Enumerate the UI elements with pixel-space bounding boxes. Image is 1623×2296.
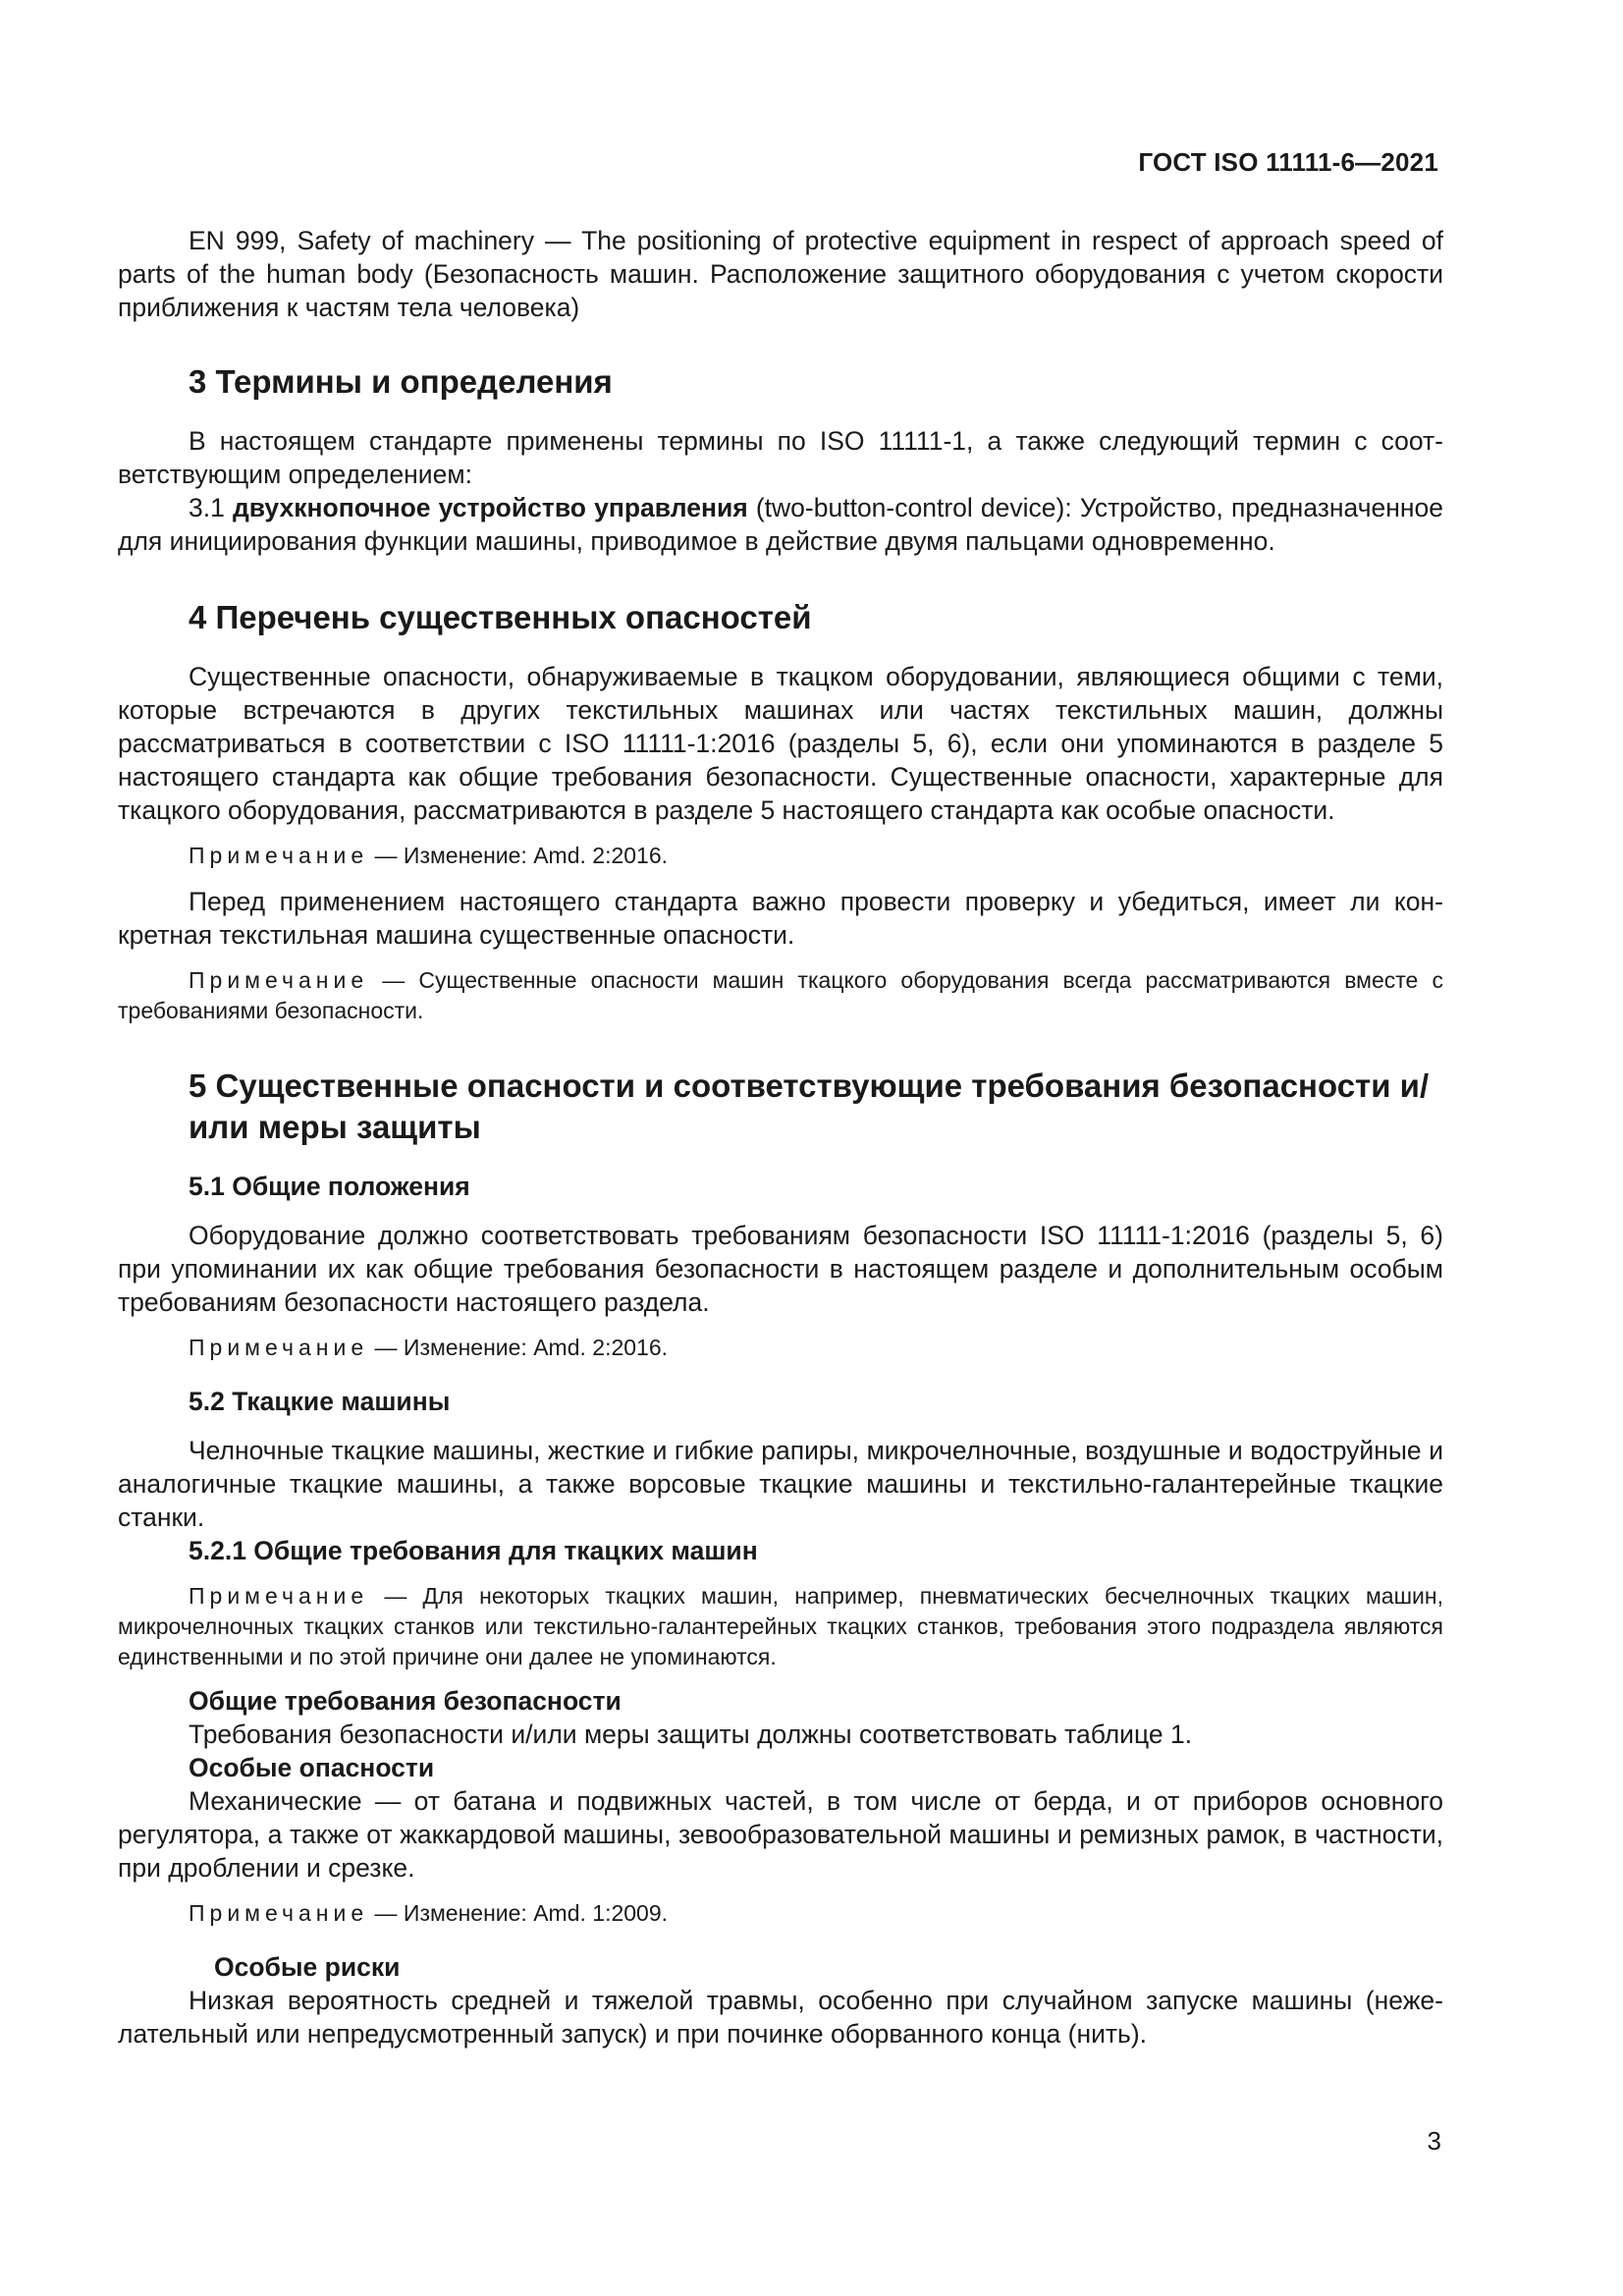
section-4-title: 4 Перечень существенных опасностей (189, 599, 812, 635)
subsection-5-2-paragraph: Челночные ткацкие машины, жесткие и гибкие рапиры, микрочелночные, воздушные и водоструйные и аналогичные ткацкие машины, а также ворсовые ткацкие машины и текстильно-галантерейные ткацкие станки. (118, 1436, 1443, 1532)
subsection-5-1-paragraph: Оборудование должно соответствовать требованиям безопасности ISO 11111-1:2016 (разделы 5, 6) при упоминании их как общие требования безопасности в настоящем разделе и дополнительным особым требованиям безопасности настоящего раздела. (118, 1221, 1443, 1317)
term-name: двухкнопочное устройство управления (232, 493, 748, 522)
special-hazards-text: Механические — от батана и подвижных частей, в том числе от берда, и от приборов основного регулятора, а также от жаккардовой машины, зевообразовательной машины и ремизных рамок, в частности, при дроблении и срезке. (118, 1786, 1443, 1883)
note-text: — Для некоторых ткацких машин, например, пневматических бесчелночных ткацких машин, микрочелночных ткацких станков или текстильно-галантерейных ткацких станков, требования этого подраздела являются единственными и по этой причине они далее не упоминаются. (118, 1583, 1443, 1669)
special-hazards-note (118, 1898, 1443, 1929)
term-number: 3.1 (189, 493, 225, 522)
special-hazards-title: Особые опасности (189, 1753, 435, 1782)
document-body (118, 224, 1443, 2050)
general-requirements-text: Требования безопасности и/или меры защиты должны соответствовать таблице 1. (189, 1720, 1193, 1749)
subsection-5-1-title: 5.1 Общие положения (189, 1172, 470, 1201)
document-code-header: ГОСТ ISO 11111-6—2021 (1138, 147, 1438, 177)
term-definition (118, 491, 1443, 558)
section-4-paragraph-1: Существенные опасности, обнаруживаемые в ткацком оборудовании, являющиеся общими с теми, которые встречаются в других текстильных машинах или частях текстильных машин, должны рассматриваться в соответствии с ISO 11111-1:2016 (разделы 5, 6), если они упоминаются в разделе 5 настоящего стандарта как общие требования безопасности. Существенные опасности, характерные для ткацкого оборудования, рассматриваются в разделе 5 настоящего стандарта как особые опасности. (118, 662, 1443, 825)
page-number: 3 (1427, 2126, 1441, 2156)
subsection-5-1-note (118, 1333, 1443, 1363)
term-definition-text: (two-button-control device): Устройство, предназначенное для инициирования функции машины, приводимое в действие двумя пальцами одновременно. (118, 493, 1443, 556)
subsection-5-2-title: 5.2 Ткацкие машины (189, 1387, 451, 1416)
special-risks-title: Особые риски (214, 1952, 401, 1982)
subsection-5-2-1-note (118, 1581, 1443, 1672)
section-3-title: 3 Термины и определения (189, 363, 613, 400)
note-label: Примечание (189, 843, 369, 868)
general-requirements-title: Общие требования безопасности (189, 1686, 622, 1716)
note-text: — Изменение: Amd. 2:2016. (368, 1335, 669, 1360)
note-text: — Изменение: Amd. 2:2016. (368, 843, 669, 868)
section-3-intro: В настоящем стандарте применены термины по ISO 11111-1, а также следующий термин с соответствующим определением: (118, 426, 1443, 489)
note-label: Примечание (189, 1583, 369, 1609)
section-5-title: 5 Существенные опасности и соответствующие требования безопасности и/или меры защиты (189, 1067, 1430, 1145)
reference-paragraph: EN 999, Safety of machinery — The positioning of protective equipment in respect of approach speed of parts of the human body (Безопасность машин. Расположение защитного оборудования с учетом скорости приближения к частям тела человека) (118, 226, 1443, 322)
special-risks-text: Низкая вероятность средней и тяжелой травмы, особенно при случайном запуске машины (нежелательный или непредусмотренный запуск) и при починке оборванного конца (нить). (118, 1986, 1443, 2049)
section-4-note-2 (118, 965, 1443, 1026)
note-label: Примечание (189, 1335, 369, 1360)
note-label: Примечание (189, 1900, 369, 1926)
note-label: Примечание (189, 967, 369, 993)
section-4-note-1 (118, 841, 1443, 871)
note-text: — Существенные опасности машин ткацкого оборудования всегда рассматриваются вместе с требованиями безопасности. (118, 967, 1443, 1023)
subsection-5-2-1-title: 5.2.1 Общие требования для ткацких машин (189, 1536, 758, 1565)
section-4-paragraph-2: Перед применением настоящего стандарта важно провести проверку и убедиться, имеет ли конкретная текстильная машина существенные опасности. (118, 887, 1443, 950)
note-text: — Изменение: Amd. 1:2009. (368, 1900, 669, 1926)
